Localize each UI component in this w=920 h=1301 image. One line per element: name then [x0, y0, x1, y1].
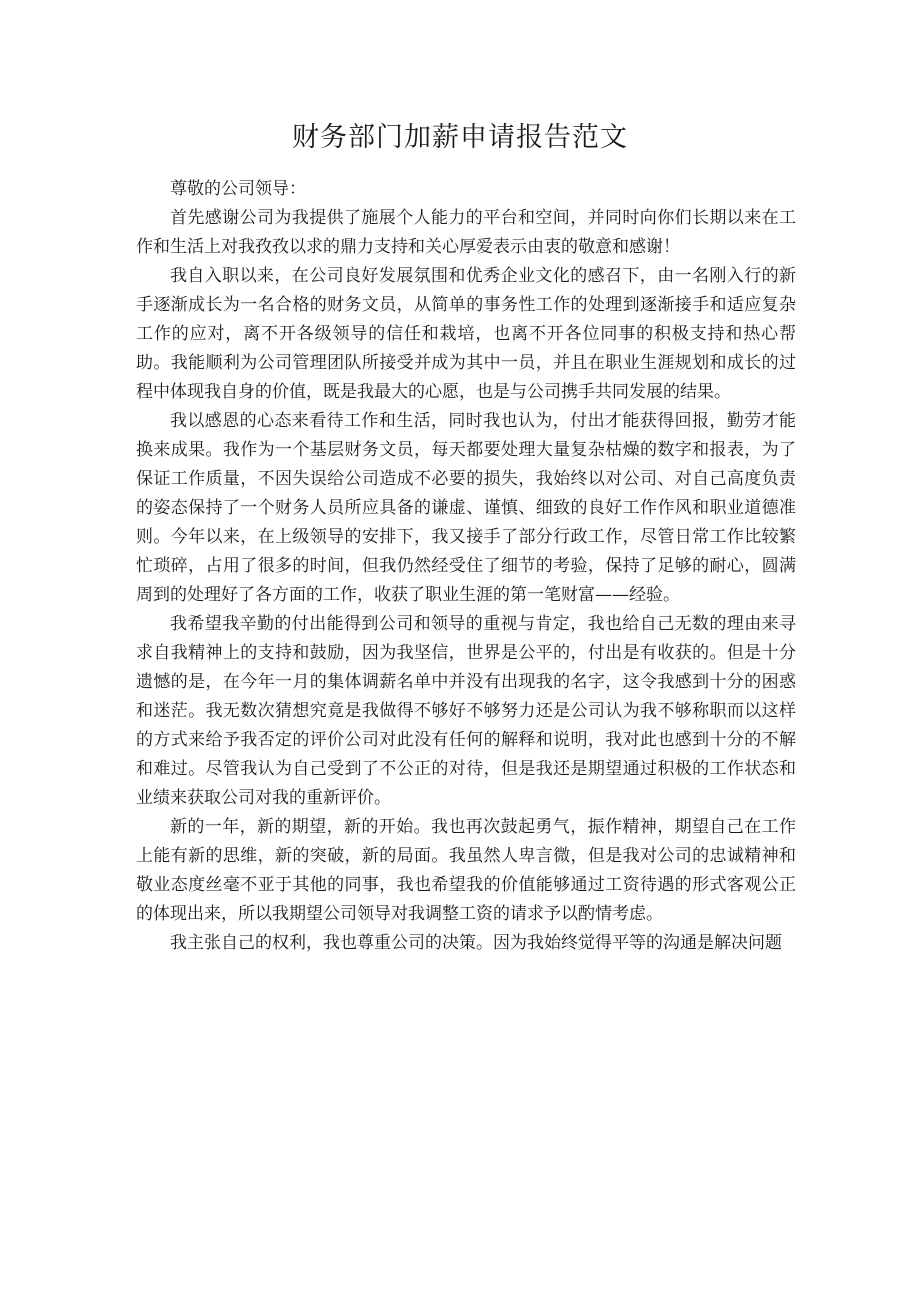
paragraph-6: 我主张自己的权利，我也尊重公司的决策。因为我始终觉得平等的沟通是解决问题	[170, 933, 782, 953]
paragraph-1: 首先感谢公司为我提供了施展个人能力的平台和空间，并同时向你们长期以来在工作和生活上对我孜孜以求的鼎力支持和关心厚爱表示由衷的敬意和感谢！	[136, 208, 796, 257]
salutation: 尊敬的公司领导：	[170, 179, 306, 199]
document-title: 财务部门加薪申请报告范文	[292, 122, 628, 153]
paragraph-5: 新的一年，新的期望，新的开始。我也再次鼓起勇气，振作精神，期望自己在工作上能有新的思维，新的突破，新的局面。我虽然人卑言微，但是我对公司的忠诚精神和敬业态度丝毫不亚于其他的同事，我也希望我的价值能够通过工资待遇的形式客观公正的体现出来，所以我期望公司领导对我调整工资的请求予以酌情考虑。	[136, 817, 796, 924]
paragraph-2: 我自入职以来，在公司良好发展氛围和优秀企业文化的感召下，由一名刚入行的新手逐渐成长为一名合格的财务文员，从简单的事务性工作的处理到逐渐接手和适应复杂工作的应对，离不开各级领导的信任和栽培，也离不开各位同事的积极支持和热心帮助。我能顺利为公司管理团队所接受并成为其中一员，并且在职业生涯规划和成长的过程中体现我自身的价值，既是我最大的心愿，也是与公司携手共同发展的结果。	[136, 266, 796, 402]
document-body	[136, 175, 796, 958]
paragraph-4: 我希望我辛勤的付出能得到公司和领导的重视与肯定，我也给自己无数的理由来寻求自我精神上的支持和鼓励，因为我坚信，世界是公平的，付出是有收获的。但是十分遗憾的是，在今年一月的集体调薪名单中并没有出现我的名字，这令我感到十分的困惑和迷茫。我无数次猜想究竟是我做得不够好不够努力还是公司认为我不够称职而以这样的方式来给予我否定的评价公司对此没有任何的解释和说明，我对此也感到十分的不解和难过。尽管我认为自己受到了不公正的对待，但是我还是期望通过积极的工作状态和业绩来获取公司对我的重新评价。	[136, 614, 796, 808]
paragraph-3: 我以感恩的心态来看待工作和生活，同时我也认为，付出才能获得回报，勤劳才能换来成果。我作为一个基层财务文员，每天都要处理大量复杂枯燥的数字和报表，为了保证工作质量，不因失误给公司造成不必要的损失，我始终以对公司、对自己高度负责的姿态保持了一个财务人员所应具备的谦虚、谨慎、细致的良好工作作风和职业道德准则。今年以来，在上级领导的安排下，我又接手了部分行政工作，尽管日常工作比较繁忙琐碎，占用了很多的时间，但我仍然经受住了细节的考验，保持了足够的耐心，圆满周到的处理好了各方面的工作，收获了职业生涯的第一笔财富——经验。	[136, 411, 796, 605]
